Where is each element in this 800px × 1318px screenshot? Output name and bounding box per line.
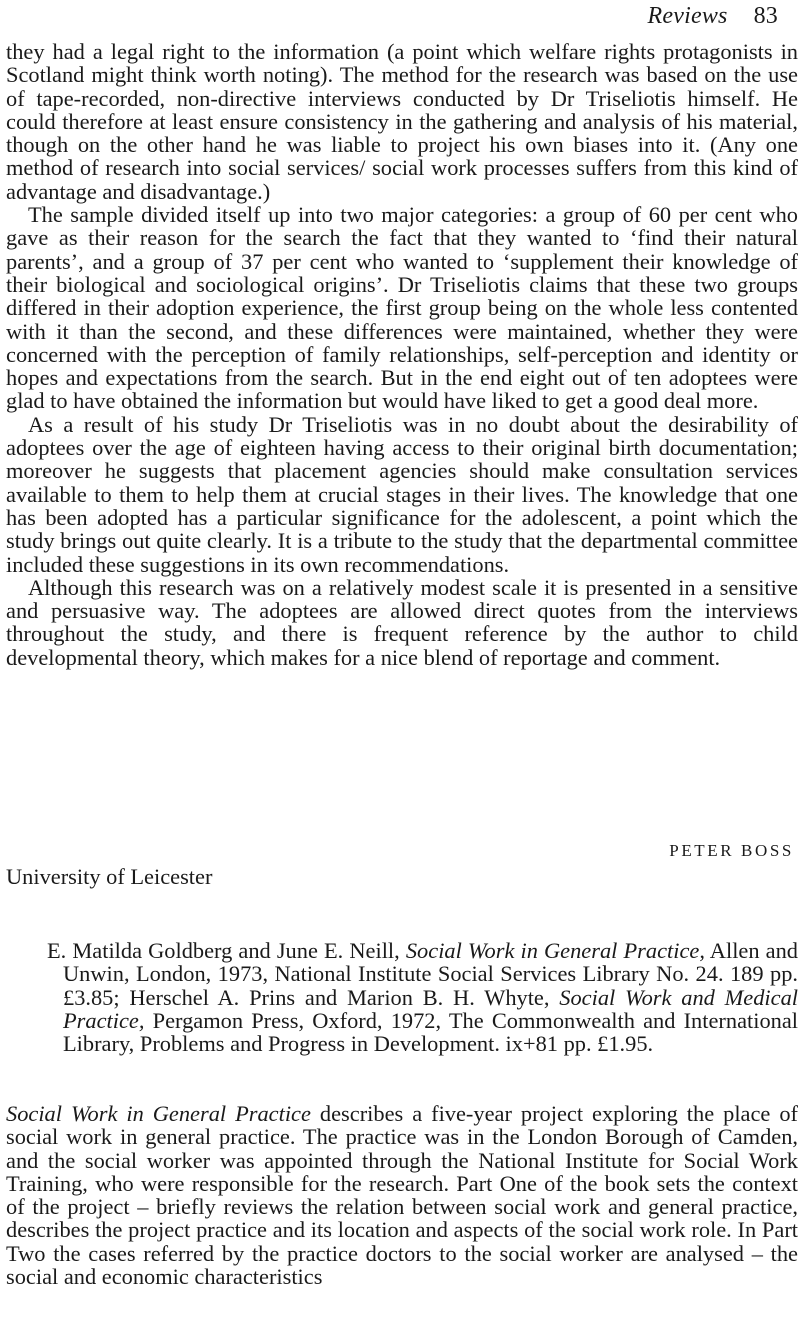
- reviewer-name: PETER BOSS: [669, 841, 794, 860]
- review-body: [6, 40, 798, 669]
- citation-authors-1: E. Matilda Goldberg and June E. Neill,: [47, 938, 406, 963]
- paragraph-2: The sample divided itself up into two major categories: a group of 60 per cent who gave as their reason for the search the fact that they wanted to ‘find their natural parents’, and a group of 37 per cent who wanted to ‘supplement their knowledge of their biological and sociological origins’. Dr Triseliotis claims that these two groups differed in their adoption experience, the first group being on the whole less contented with it than the second, and these differences were maintained, whether they were concerned with the perception of family relationships, self-perception and identity or hopes and expectations from the search. But in the end eight out of ten adoptees were glad to have obtained the information but would have liked to get a good deal more.: [6, 202, 798, 414]
- paragraph-1: they had a legal right to the information (a point which welfare rights protagonists in Scotland might think worth noting). The method for the research was based on the use of tape-recorded, non-directive interviews conducted by Dr Triseliotis himself. He could therefore at least ensure consistency in the gathering and analysis of his material, though on the other hand he was liable to project his own biases into it. (Any one method of research into social services/ social work processes suffers from this kind of advantage and disadvantage.): [6, 39, 798, 204]
- paragraph-4: Although this research was on a relatively modest scale it is presented in a sensitive and persuasive way. The adoptees are allowed direct quotes from the interviews throughout the study, and there is frequent reference by the author to child developmental theory, which makes for a nice blend of reportage and comment.: [6, 574, 798, 670]
- citation-title-1: Social Work in General Practice,: [405, 938, 705, 963]
- citation-title-2: Social Work and Medical Practice,: [63, 984, 798, 1033]
- paragraph-3: As a result of his study Dr Triseliotis was in no doubt about the desirability of adoptees over the age of eighteen having access to their original birth documentation; moreover he suggests that placement agencies should make consultation services available to them to help them at crucial stages in their lives. The knowledge that one has been adopted has a particular significance for the adolescent, a point which the study brings out quite clearly. It is a tribute to the study that the departmental committee included these suggestions in its own recommendations.: [6, 411, 798, 577]
- citation-details-1: Allen and Unwin, London, 1973, National Institute Social Services Library No. 24. 189 pp. £3.85; Herschel A. Prins and Marion B. H. Whyte,: [63, 938, 798, 1010]
- second-review-body: [6, 1102, 798, 1288]
- second-review-paragraph: [6, 1102, 798, 1288]
- reviewer-affiliation: University of Leicester: [6, 864, 213, 889]
- running-head-title: Reviews: [647, 3, 728, 29]
- citation-details-2: Pergamon Press, Oxford, 1972, The Commonwealth and International Library, Problems and Progress in Development. ix+81 pp. £1.95.: [63, 1007, 798, 1057]
- page-number: 83: [753, 3, 778, 29]
- second-review-opening-text: describes a five-year project exploring the place of social work in general practice. The practice was in the London Borough of Camden, and the social worker was appointed through the National Institute for Social Work Training, who were responsible for the research. Part One of the book sets the context of the project – briefly reviews the relation between social work and general practice, describes the project practice and its location and aspects of the social work role. In Part Two the cases referred by the practice doctors to the social worker are analysed – the social and economic characteristics: [6, 1101, 798, 1290]
- book-citation: [47, 939, 798, 1055]
- running-head: [648, 2, 778, 30]
- second-review-opening-title: Social Work in General Practice: [6, 1101, 311, 1126]
